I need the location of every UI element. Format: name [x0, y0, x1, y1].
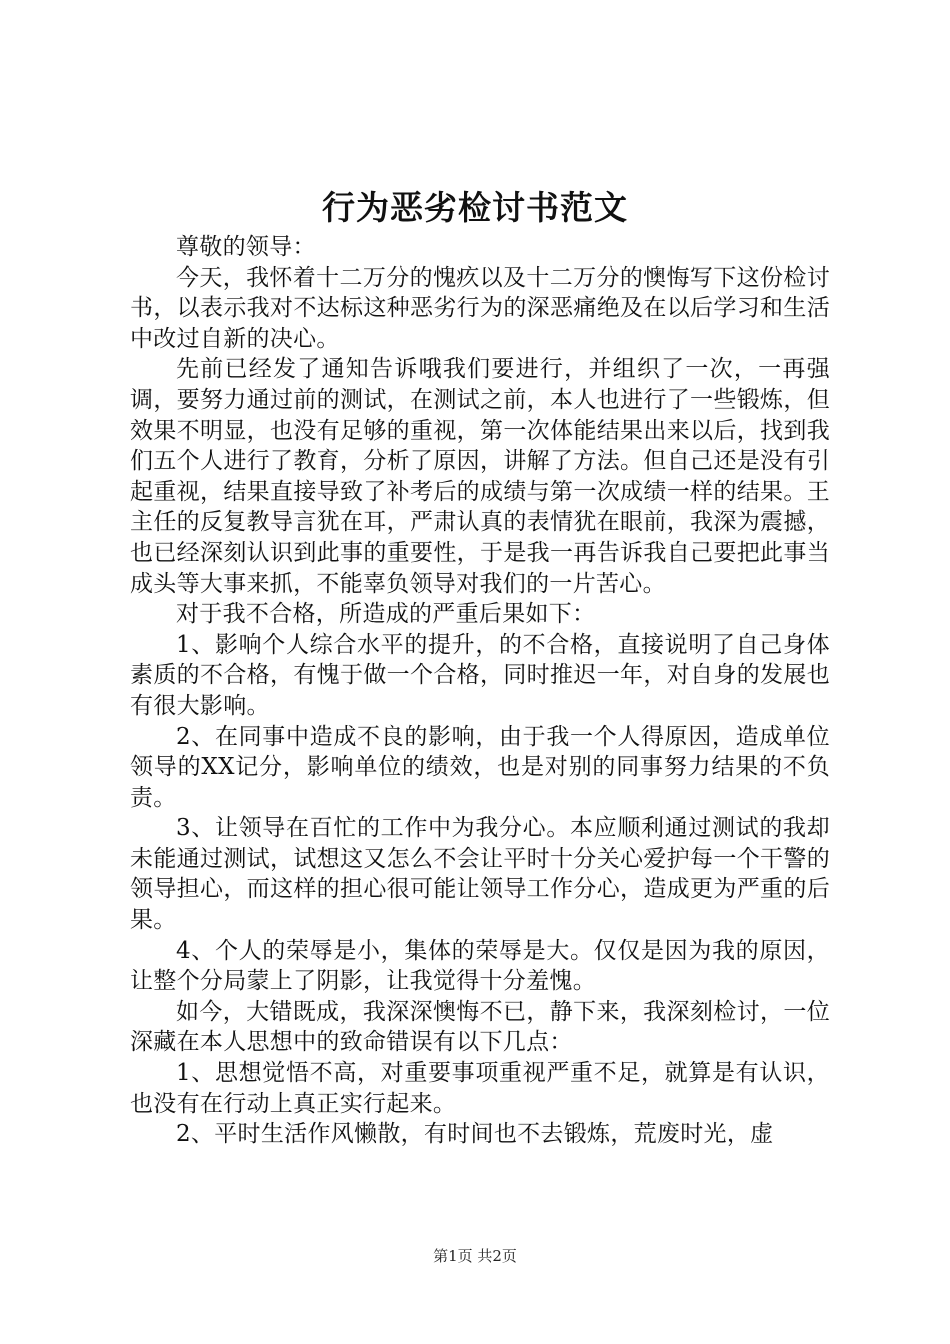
paragraph: 如今，大错既成，我深深懊悔不已，静下来，我深刻检讨，一位深藏在本人思想中的致命错误有以下几点：: [130, 998, 830, 1056]
page-number-footer: 第1页 共2页: [433, 1247, 517, 1265]
list-item: 1、影响个人综合水平的提升，的不合格，直接说明了自己身体素质的不合格，有愧于做一个合格，同时推迟一年，对自身的发展也有很大影响。: [130, 631, 830, 719]
list-item: 2、平时生活作风懒散，有时间也不去锻炼，荒废时光，虚: [176, 1121, 774, 1148]
salutation: 尊敬的领导：: [176, 234, 316, 260]
list-item: 3、让领导在百忙的工作中为我分心。本应顺利通过测试的我却未能通过测试，试想这又怎么不会让平时十分关心爱护每一个干警的领导担心，而这样的担心很可能让领导工作分心，造成更为严重的后果。: [130, 815, 830, 934]
document-body: [130, 232, 830, 1150]
list-item: 1、思想觉悟不高，对重要事项重视严重不足，就算是有认识，也没有在行动上真正实行起来。: [130, 1060, 830, 1117]
paragraph: 对于我不合格，所造成的严重后果如下：: [176, 601, 596, 628]
document-title: 行为恶劣检讨书范文: [322, 188, 628, 227]
paragraph: 今天，我怀着十二万分的愧疚以及十二万分的懊悔写下这份检讨书，以表示我对不达标这种恶劣行为的深恶痛绝及在以后学习和生活中改过自新的决心。: [130, 264, 830, 352]
list-item: 2、在同事中造成不良的影响，由于我一个人得原因，造成单位领导的XX记分，影响单位的绩效，也是对别的同事努力结果的不负责。: [130, 723, 830, 811]
list-item: 4、个人的荣辱是小，集体的荣辱是大。仅仅是因为我的原因，让整个分局蒙上了阴影，让我觉得十分羞愧。: [130, 937, 830, 995]
paragraph: 先前已经发了通知告诉哦我们要进行，并组织了一次，一再强调，要努力通过前的测试，在测试之前，本人也进行了一些锻炼，但效果不明显，也没有足够的重视，第一次体能结果出来以后，找到我们五个人进行了教育，分析了原因，讲解了方法。但自己还是没有引起重视，结果直接导致了补考后的成绩与第一次成绩一样的结果。王主任的反复教导言犹在耳，严肃认真的表情犹在眼前，我深为震撼，也已经深刻认识到此事的重要性，于是我一再告诉我自己要把此事当成头等大事来抓，不能辜负领导对我们的一片苦心。: [130, 356, 830, 597]
